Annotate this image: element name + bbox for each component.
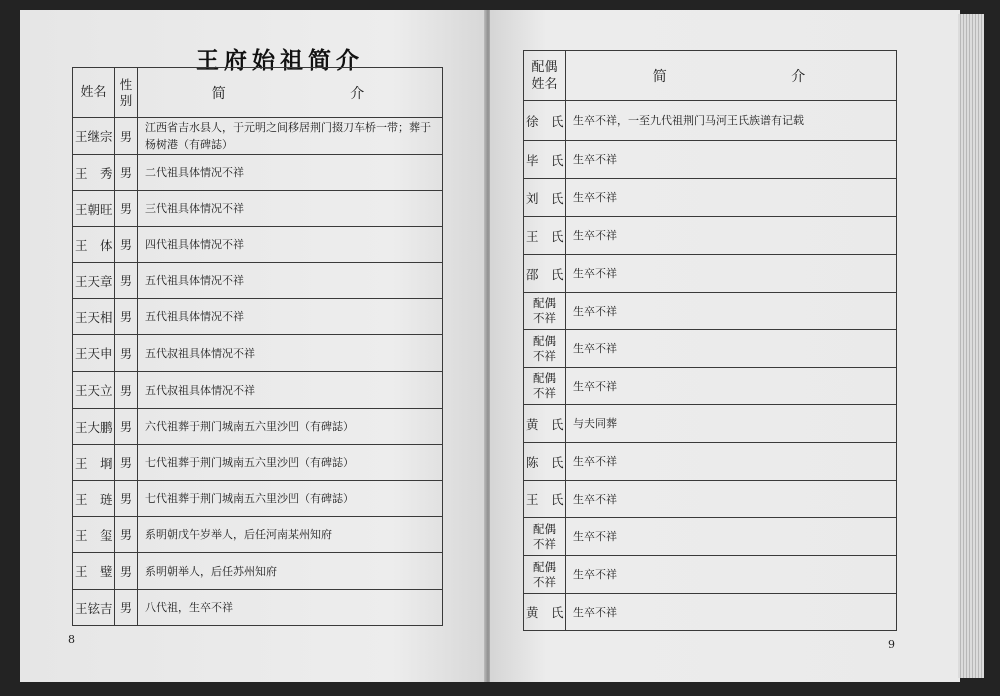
cell-spouse-name: 徐 氏 — [524, 101, 566, 141]
cell-gender: 男 — [115, 481, 138, 517]
table-row — [524, 556, 897, 594]
cell-desc: 生卒不祥，一至九代祖荆门马河王氏族谱有记载 — [566, 101, 897, 141]
cell-desc: 七代祖葬于荆门城南五六里沙凹（有碑誌） — [138, 445, 443, 481]
right-page — [490, 10, 960, 682]
cell-spouse-name — [524, 518, 566, 556]
header-gender — [115, 68, 138, 118]
spouse-name-line2: 不祥 — [533, 386, 556, 400]
spouse-name-line2: 不祥 — [533, 536, 556, 551]
page-number-right: 9 — [888, 638, 895, 651]
table-row — [524, 368, 897, 405]
cell-spouse-name — [524, 330, 566, 368]
cell-gender: 男 — [115, 553, 138, 590]
cell-desc: 六代祖葬于荆门城南五六里沙凹（有碑誌） — [138, 409, 443, 445]
spouse-name-line1: 配偶 — [533, 521, 556, 536]
cell-desc: 生卒不祥 — [566, 217, 897, 255]
cell-spouse-name — [524, 293, 566, 330]
cell-desc: 五代叔祖具体情况不祥 — [138, 335, 443, 372]
cell-name: 王大鹏 — [73, 409, 115, 445]
cell-name: 王 玺 — [73, 517, 115, 553]
cell-spouse-name: 王 氏 — [524, 217, 566, 255]
cell-gender: 男 — [115, 155, 138, 191]
spouse-rows — [524, 101, 897, 631]
spouse-name-line1: 配偶 — [533, 559, 556, 574]
table-row — [73, 155, 443, 191]
cell-desc: 四代祖具体情况不祥 — [138, 227, 443, 263]
cell-gender: 男 — [115, 191, 138, 227]
table-row — [73, 481, 443, 517]
cell-name: 王铉吉 — [73, 590, 115, 626]
page-number-left: 8 — [68, 633, 75, 646]
cell-desc: 生卒不祥 — [566, 141, 897, 179]
cell-desc: 生卒不祥 — [566, 293, 897, 330]
left-page — [20, 10, 486, 682]
cell-desc: 江西省吉水县人，于元明之间移居荆门掇刀车桥一带；葬于杨树港（有碑誌） — [138, 118, 443, 155]
cell-desc: 五代祖具体情况不祥 — [138, 263, 443, 299]
table-row — [73, 335, 443, 372]
table-row — [524, 101, 897, 141]
table-row — [524, 481, 897, 518]
cell-desc: 生卒不祥 — [566, 330, 897, 368]
spouse-name-line1: 配偶 — [533, 371, 556, 385]
cell-desc: 系明朝戊午岁举人，后任河南某州知府 — [138, 517, 443, 553]
spouse-table — [523, 50, 897, 631]
table-row — [73, 118, 443, 155]
header-desc: 简 介 — [138, 68, 443, 118]
header-spouse-line2: 姓名 — [531, 76, 558, 92]
cell-spouse-name: 毕 氏 — [524, 141, 566, 179]
table-row — [524, 443, 897, 481]
table-row — [524, 330, 897, 368]
cell-gender: 男 — [115, 590, 138, 626]
cell-desc: 生卒不祥 — [566, 179, 897, 217]
cell-desc: 二代祖具体情况不祥 — [138, 155, 443, 191]
cell-desc: 系明朝举人，后任苏州知府 — [138, 553, 443, 590]
table-row — [524, 405, 897, 443]
spouse-name-line1: 配偶 — [533, 296, 556, 310]
cell-desc: 三代祖具体情况不祥 — [138, 191, 443, 227]
cell-spouse-name: 黄 氏 — [524, 594, 566, 631]
table-row — [73, 299, 443, 335]
page-edges — [958, 14, 984, 678]
cell-gender: 男 — [115, 517, 138, 553]
table-row — [73, 372, 443, 409]
spouse-name-line1: 配偶 — [533, 333, 556, 348]
header-desc: 简 介 — [566, 51, 897, 101]
cell-gender: 男 — [115, 299, 138, 335]
cell-desc: 生卒不祥 — [566, 481, 897, 518]
cell-name: 王天立 — [73, 372, 115, 409]
table-row — [73, 590, 443, 626]
table-header-row — [524, 51, 897, 101]
cell-desc: 生卒不祥 — [566, 594, 897, 631]
cell-name: 王 璧 — [73, 553, 115, 590]
cell-name: 王天章 — [73, 263, 115, 299]
cell-spouse-name — [524, 556, 566, 594]
cell-gender: 男 — [115, 372, 138, 409]
table-row — [524, 179, 897, 217]
cell-desc: 生卒不祥 — [566, 556, 897, 594]
cell-desc: 生卒不祥 — [566, 518, 897, 556]
table-row — [524, 518, 897, 556]
cell-gender: 男 — [115, 263, 138, 299]
cell-desc: 与夫同葬 — [566, 405, 897, 443]
cell-spouse-name: 陈 氏 — [524, 443, 566, 481]
cell-gender: 男 — [115, 227, 138, 263]
cell-spouse-name: 王 氏 — [524, 481, 566, 518]
cell-name: 王 琏 — [73, 481, 115, 517]
table-row — [73, 263, 443, 299]
cell-gender: 男 — [115, 409, 138, 445]
spouse-name-line2: 不祥 — [533, 311, 556, 325]
table-row — [524, 141, 897, 179]
header-gender-label: 性别 — [119, 76, 133, 108]
cell-name: 王 埛 — [73, 445, 115, 481]
page-title: 王府始祖简介 — [196, 48, 364, 74]
cell-name: 王 秀 — [73, 155, 115, 191]
table-row — [524, 255, 897, 293]
table-row — [524, 594, 897, 631]
cell-name: 王天申 — [73, 335, 115, 372]
header-spouse-name — [524, 51, 566, 101]
cell-desc: 生卒不祥 — [566, 368, 897, 405]
cell-name: 王朝旺 — [73, 191, 115, 227]
cell-desc: 生卒不祥 — [566, 255, 897, 293]
header-name: 姓名 — [73, 68, 115, 118]
cell-gender: 男 — [115, 335, 138, 372]
header-spouse-line1: 配偶 — [531, 59, 558, 75]
table-row — [73, 445, 443, 481]
cell-name: 王 体 — [73, 227, 115, 263]
cell-desc: 五代祖具体情况不祥 — [138, 299, 443, 335]
cell-desc: 生卒不祥 — [566, 443, 897, 481]
cell-spouse-name: 邵 氏 — [524, 255, 566, 293]
cell-spouse-name: 刘 氏 — [524, 179, 566, 217]
cell-desc: 八代祖，生卒不祥 — [138, 590, 443, 626]
cell-name: 王继宗 — [73, 118, 115, 155]
table-row — [524, 293, 897, 330]
ancestor-rows — [73, 118, 443, 626]
table-header-row — [73, 68, 443, 118]
cell-spouse-name — [524, 368, 566, 405]
cell-gender: 男 — [115, 445, 138, 481]
cell-desc: 五代叔祖具体情况不祥 — [138, 372, 443, 409]
spouse-name-line2: 不祥 — [533, 574, 556, 589]
spouse-name-line2: 不祥 — [533, 348, 556, 363]
cell-gender: 男 — [115, 118, 138, 155]
table-row — [73, 191, 443, 227]
table-row — [73, 227, 443, 263]
table-row — [73, 517, 443, 553]
table-row — [524, 217, 897, 255]
cell-spouse-name: 黄 氏 — [524, 405, 566, 443]
cell-name: 王天相 — [73, 299, 115, 335]
ancestor-table — [72, 67, 443, 626]
table-row — [73, 553, 443, 590]
table-row — [73, 409, 443, 445]
cell-desc: 七代祖葬于荆门城南五六里沙凹（有碑誌） — [138, 481, 443, 517]
